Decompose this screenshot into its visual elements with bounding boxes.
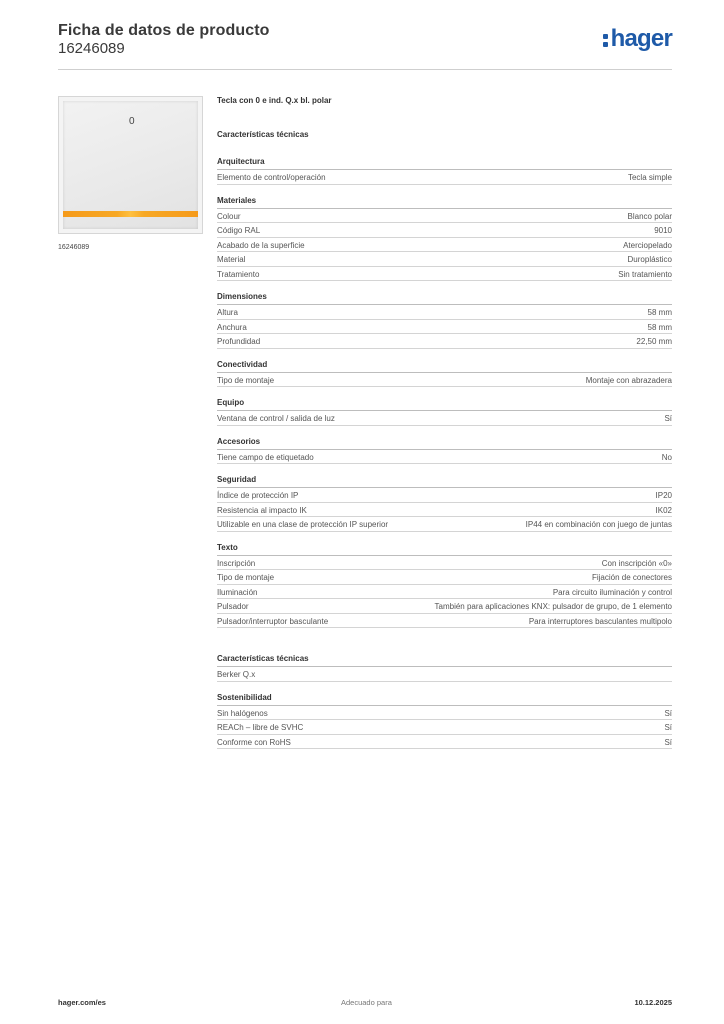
indicator-light-strip bbox=[63, 211, 198, 217]
spec-row bbox=[217, 170, 672, 185]
spec-label: Anchura bbox=[217, 322, 247, 332]
spec-value: Sí bbox=[664, 414, 672, 423]
spec-label: Colour bbox=[217, 211, 241, 221]
spec-label: Sin halógenos bbox=[217, 708, 268, 718]
spec-row bbox=[217, 585, 672, 600]
spec-group bbox=[217, 474, 672, 532]
spec-label: Conforme con RoHS bbox=[217, 737, 291, 747]
spec-value: Sin tratamiento bbox=[618, 269, 672, 279]
spec-row bbox=[217, 334, 672, 349]
spec-row bbox=[217, 556, 672, 571]
spec-row bbox=[217, 599, 672, 614]
page-header bbox=[58, 22, 672, 70]
spec-label: Tipo de montaje bbox=[217, 375, 275, 385]
spec-value: 22,50 mm bbox=[636, 337, 672, 346]
footer-date: 10.12.2025 bbox=[634, 998, 672, 1007]
spec-label: Índice de protección IP bbox=[217, 491, 299, 500]
section-heading: Características técnicas bbox=[217, 653, 672, 667]
spec-row bbox=[217, 570, 672, 585]
spec-label: Altura bbox=[217, 308, 238, 317]
spec-value: Para interruptores basculantes multipolo bbox=[528, 616, 672, 626]
spec-row bbox=[217, 252, 672, 267]
footer-center-text: Adecuado para bbox=[341, 998, 392, 1007]
spec-row bbox=[217, 667, 672, 682]
section-heading: Arquitectura bbox=[217, 156, 672, 170]
spec-label: Profundidad bbox=[217, 337, 261, 346]
spec-row bbox=[217, 411, 672, 426]
spec-value: Sí bbox=[664, 737, 672, 747]
spec-label: Tiene campo de etiquetado bbox=[217, 452, 314, 462]
spec-label: Utilizable en una clase de protección IP superior bbox=[217, 520, 389, 529]
spec-row bbox=[217, 503, 672, 518]
spec-label: Pulsador/interruptor basculante bbox=[217, 616, 329, 626]
image-caption: 16246089 bbox=[58, 244, 90, 251]
inscription-symbol: 0 bbox=[129, 116, 135, 127]
spec-label: Elemento de control/operación bbox=[217, 173, 326, 182]
spec-label: Material bbox=[217, 255, 246, 264]
spec-value: Aterciopelado bbox=[623, 240, 672, 250]
spec-value: No bbox=[661, 452, 672, 462]
spec-row bbox=[217, 320, 672, 335]
spec-row bbox=[217, 735, 672, 750]
spec-label: Resistencia al impacto IK bbox=[217, 505, 307, 515]
section-heading: Texto bbox=[217, 542, 672, 556]
section-heading: Sostenibilidad bbox=[217, 692, 672, 706]
spec-label: Tratamiento bbox=[217, 269, 260, 279]
spec-group bbox=[217, 542, 672, 629]
spec-row bbox=[217, 706, 672, 721]
spec-value: 58 mm bbox=[647, 308, 672, 317]
spec-value: IP20 bbox=[655, 491, 672, 500]
page-footer bbox=[58, 998, 672, 1012]
spec-group bbox=[217, 436, 672, 465]
spec-row bbox=[217, 720, 672, 735]
spec-value: Duroplástico bbox=[627, 255, 672, 264]
spec-value: Para circuito iluminación y control bbox=[552, 587, 672, 597]
spec-value: Fijación de conectores bbox=[591, 573, 672, 582]
spec-value: Blanco polar bbox=[627, 211, 672, 221]
hager-logo bbox=[603, 25, 672, 53]
section-heading: Materiales bbox=[217, 195, 672, 209]
spec-row bbox=[217, 305, 672, 320]
spec-content bbox=[217, 96, 672, 759]
product-number: 16246089 bbox=[58, 40, 125, 57]
spec-value: Tecla simple bbox=[627, 173, 672, 182]
spec-label: Iluminación bbox=[217, 587, 258, 597]
spec-label: Código RAL bbox=[217, 226, 261, 235]
spec-label: Berker Q.x bbox=[217, 670, 256, 679]
logo-dots-icon bbox=[603, 28, 609, 48]
spec-row bbox=[217, 238, 672, 253]
spec-group bbox=[217, 156, 672, 185]
spec-row bbox=[217, 209, 672, 224]
spec-value: También para aplicaciones KNX: pulsador de grupo, de 1 elemento bbox=[434, 602, 672, 611]
spec-label: Ventana de control / salida de luz bbox=[217, 414, 335, 423]
spec-value: 58 mm bbox=[647, 322, 672, 332]
spec-row bbox=[217, 267, 672, 282]
technical-characteristics-heading: Características técnicas bbox=[217, 130, 309, 139]
spec-group bbox=[217, 291, 672, 349]
spec-value: Sí bbox=[664, 708, 672, 718]
footer-website: hager.com/es bbox=[58, 998, 106, 1007]
section-heading: Seguridad bbox=[217, 474, 672, 488]
product-description: Tecla con 0 e ind. Q.x bl. polar bbox=[217, 96, 332, 105]
spec-group bbox=[217, 359, 672, 388]
rocker-face bbox=[63, 101, 198, 229]
spec-row bbox=[217, 373, 672, 388]
spec-value: Sí bbox=[664, 723, 672, 732]
spec-value: Con inscripción «0» bbox=[601, 558, 672, 568]
spec-group bbox=[217, 397, 672, 426]
spec-row bbox=[217, 614, 672, 629]
spec-row bbox=[217, 450, 672, 465]
spec-label: Inscripción bbox=[217, 558, 256, 568]
spec-label: Acabado de la superficie bbox=[217, 240, 305, 250]
spec-value: IK02 bbox=[655, 505, 672, 515]
spec-row bbox=[217, 223, 672, 238]
spec-label: Pulsador bbox=[217, 602, 249, 611]
spec-row bbox=[217, 517, 672, 532]
section-heading: Dimensiones bbox=[217, 291, 672, 305]
spec-label: Tipo de montaje bbox=[217, 573, 275, 582]
section-heading: Conectividad bbox=[217, 359, 672, 373]
spec-group bbox=[217, 195, 672, 282]
spec-sections-secondary bbox=[217, 653, 672, 749]
spec-group bbox=[217, 692, 672, 750]
spec-value: IP44 en combinación con juego de juntas bbox=[525, 520, 672, 529]
product-image bbox=[58, 96, 203, 234]
spec-value: 9010 bbox=[654, 226, 672, 235]
document-title: Ficha de datos de producto bbox=[58, 22, 270, 39]
section-heading: Accesorios bbox=[217, 436, 672, 450]
logo-text: hager bbox=[610, 25, 672, 52]
spec-group bbox=[217, 653, 672, 682]
spec-value: Montaje con abrazadera bbox=[585, 375, 672, 385]
spec-label: REACh – libre de SVHC bbox=[217, 723, 304, 732]
spec-row bbox=[217, 488, 672, 503]
spec-sections bbox=[217, 156, 672, 628]
section-spacer bbox=[217, 638, 672, 653]
section-heading: Equipo bbox=[217, 397, 672, 411]
